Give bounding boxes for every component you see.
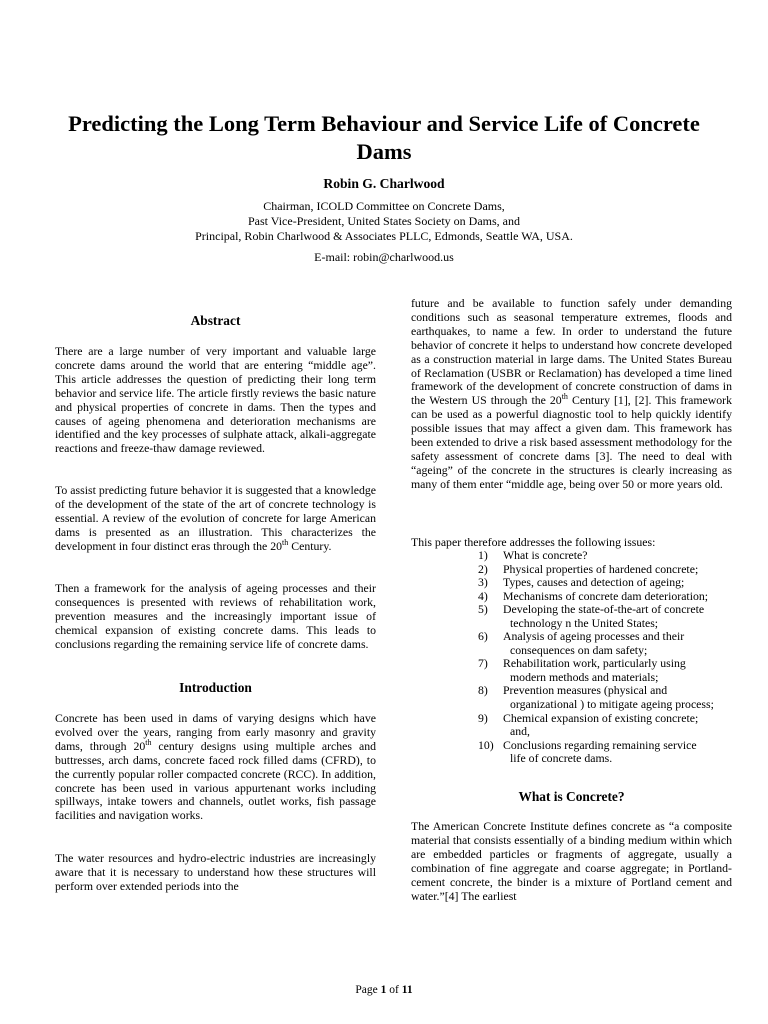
list-item-continuation: and, — [510, 724, 530, 739]
introduction-paragraph-1 — [55, 712, 376, 823]
what-is-concrete-text: The American Concrete Institute defines concrete as “a composite material that consists essentially of a binding medium within which are embedded particles or fragments of aggregate, usually a combination of fine aggregate and coarse aggregate; in Portland-cement concrete, the binder is a mixture of Portland cement and water.”[4] The earliest — [411, 819, 732, 903]
list-item-continuation: modern methods and materials; — [510, 669, 659, 684]
abstract-p2-superscript: th — [282, 537, 289, 547]
list-item-text: Chemical expansion of existing concrete; — [503, 710, 699, 725]
what-is-concrete-heading: What is Concrete? — [518, 789, 625, 804]
list-item-number: 3) — [478, 575, 488, 590]
abstract-p2-text-a: To assist predicting future behavior it is suggested that a knowledge of the development of the state of the art of concrete technology is essential. A review of the evolution of concrete for large American dams is presented as an illustration. This characterizes the development in four distinct eras through the 20 — [55, 483, 376, 553]
abstract-p3-text: Then a framework for the analysis of ageing processes and their consequences is presented with reviews of rehabilitation work, prevention measures and the increasingly important issue of chemical expansion of existing concrete dams. This leads to conclusions regarding the remaining service life of concrete dams. — [55, 581, 376, 651]
list-item-number: 10) — [478, 737, 494, 752]
list-item — [411, 630, 732, 657]
list-item-continuation: organizational ) to mitigate ageing process; — [510, 697, 714, 712]
list-item-text: What is concrete? — [503, 548, 588, 562]
author-name: Robin G. Charlwood — [323, 176, 445, 191]
page-prefix: Page — [355, 984, 381, 996]
list-item-number: 9) — [478, 710, 488, 725]
list-item — [411, 590, 732, 604]
list-item — [411, 739, 732, 766]
abstract-p1-text: There are a large number of very important and valuable large concrete dams around the world that are entering “middle age”. This article addresses the question of predicting their long term behavior and service life. The article firstly reviews the basic nature and physical properties of concrete in dams. Then the types and causes of ageing phenomena and deterioration mechanisms are identified and the key processes of sulphate attack, alkali-aggregate reactions and freeze-thaw damage reviewed. — [55, 344, 376, 456]
list-item-text: Analysis of ageing processes and their — [503, 629, 685, 644]
introduction-paragraph-2 — [55, 852, 376, 894]
page-of: of — [386, 984, 402, 996]
list-item — [411, 684, 732, 711]
list-item — [411, 712, 732, 739]
what-is-concrete-paragraph — [411, 820, 732, 903]
issues-list — [411, 549, 732, 766]
list-item-number: 5) — [478, 602, 488, 617]
page-total: 11 — [401, 984, 413, 996]
affiliation-line-3: Principal, Robin Charlwood & Associates PLLC, Edmonds, Seattle WA, USA. — [195, 229, 573, 243]
list-item-text: Developing the state-of-the-art of concrete — [503, 602, 705, 617]
right-paragraph-1 — [411, 297, 732, 492]
abstract-paragraph-1 — [55, 345, 376, 456]
paper-title: Predicting the Long Term Behaviour and Service Life of Concrete Dams — [68, 111, 700, 164]
list-item-number: 6) — [478, 629, 488, 644]
list-item-number: 2) — [478, 561, 488, 576]
list-item-text: Types, causes and detection of ageing; — [503, 575, 685, 590]
intro-p1-text-b: century designs using multiple arches and buttresses, arch dams, concrete faced rock filled dams (CFRD), to the currently popular roller compacted concrete (RCC). In addition, concrete has been used in various appurtenant works including spillways, intake towers and channels, outlet works, fish passage facilities and navigation works. — [55, 738, 376, 823]
page-number — [0, 984, 768, 996]
list-item — [411, 549, 732, 563]
intro-p1-text-a: Concrete has been used in dams of varying designs which have evolved over the years, ranging from early masonry and gravity dams, through 20 — [55, 711, 376, 753]
abstract-heading: Abstract — [190, 313, 241, 328]
list-item-number: 8) — [478, 683, 488, 698]
list-item-text: Physical properties of hardened concrete; — [503, 561, 699, 576]
list-item — [411, 563, 732, 577]
list-item — [411, 576, 732, 590]
right-p1-text-b: Century [1], [2]. This framework can be used as a powerful diagnostic tool to help quickly identify possible issues that may affect a given dam. This framework has been extended to drive a risk based assessment methodology for the safety assessment of concrete dams [3]. The need to deal with “ageing” of the concrete in the structures is clearly increasing as many of them enter “middle age, being over 50 or more years old. — [411, 393, 733, 491]
abstract-p2-text-b: Century. — [288, 538, 332, 553]
list-item-number: 1) — [478, 548, 488, 562]
list-item — [411, 657, 732, 684]
list-item-text: Rehabilitation work, particularly using — [503, 656, 686, 671]
intro-p1-superscript: th — [145, 737, 152, 747]
affiliation-line-2: Past Vice-President, United States Society on Dams, and — [247, 214, 520, 228]
page-current: 1 — [380, 984, 387, 996]
abstract-paragraph-3 — [55, 582, 376, 652]
list-item-text: Conclusions regarding remaining service — [503, 737, 697, 752]
affiliation-line-1: Chairman, ICOLD Committee on Concrete Dams, — [263, 199, 505, 213]
abstract-paragraph-2 — [55, 484, 376, 554]
introduction-heading: Introduction — [179, 680, 252, 695]
list-item-continuation: technology n the United States; — [510, 615, 659, 630]
list-item-continuation: life of concrete dams. — [510, 751, 613, 766]
list-item-continuation: consequences on dam safety; — [510, 642, 648, 657]
list-item-number: 4) — [478, 588, 488, 603]
right-p1-text-a: future and be available to function safely under demanding conditions such as seasonal temperature extremes, floods and earthquakes, to name a few. In order to understand the future behavior of concrete it helps to understand how concrete developed as a construction material in large dams. The United States Bureau of Reclamation (USBR or Reclamation) has developed a time lined framework of the development of concrete construction of dams in the Western US through the 20 — [411, 296, 732, 408]
list-item-text: Prevention measures (physical and — [503, 683, 668, 698]
right-p1-superscript: th — [561, 392, 568, 402]
intro-p2-text: The water resources and hydro-electric industries are increasingly aware that it is necessary to understand how these structures will perform over extended periods into the — [55, 851, 376, 893]
list-item — [411, 603, 732, 630]
issues-intro: This paper therefore addresses the following issues: — [411, 535, 656, 549]
author-email: E-mail: robin@charlwood.us — [314, 250, 454, 264]
list-item-number: 7) — [478, 656, 488, 671]
list-item-text: Mechanisms of concrete dam deterioration; — [503, 588, 709, 603]
